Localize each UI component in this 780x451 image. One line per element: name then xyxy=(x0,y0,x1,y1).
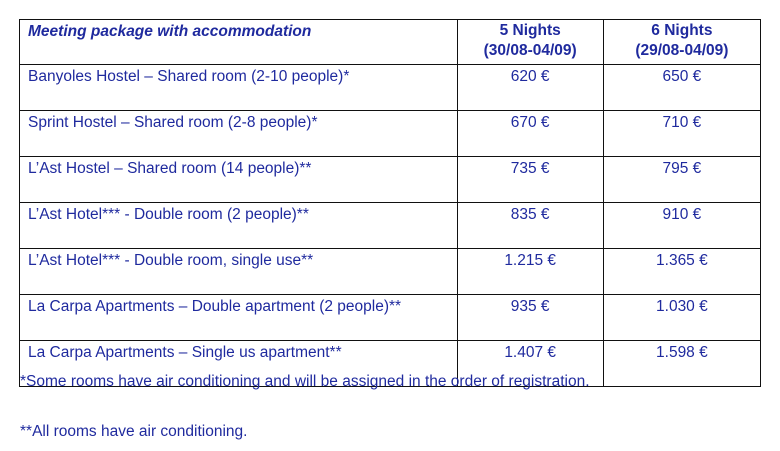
accommodation-name: L’Ast Hotel*** - Double room (2 people)** xyxy=(20,203,458,249)
price-5-nights: 670 € xyxy=(457,111,603,157)
accommodation-name: Banyoles Hostel – Shared room (2-10 people)* xyxy=(20,65,458,111)
accommodation-price-table xyxy=(19,19,761,387)
price-5-nights: 620 € xyxy=(457,65,603,111)
price-5-nights: 835 € xyxy=(457,203,603,249)
price-6-nights: 1.030 € xyxy=(603,295,760,341)
table-row xyxy=(20,295,761,341)
header-6-nights-dates: (29/08-04/09) xyxy=(635,42,729,59)
table-row xyxy=(20,65,761,111)
header-5-nights xyxy=(457,20,603,65)
price-6-nights: 795 € xyxy=(603,157,760,203)
price-5-nights: 935 € xyxy=(457,295,603,341)
price-6-nights: 710 € xyxy=(603,111,760,157)
price-5-nights: 1.215 € xyxy=(457,249,603,295)
price-5-nights: 1.407 € xyxy=(457,341,603,387)
accommodation-name: La Carpa Apartments – Single us apartment** xyxy=(20,341,458,387)
table-row xyxy=(20,157,761,203)
table-header-row xyxy=(20,20,761,65)
price-6-nights: 1.598 € xyxy=(603,341,760,387)
header-6-nights xyxy=(603,20,760,65)
price-6-nights: 650 € xyxy=(603,65,760,111)
header-6-nights-label: 6 Nights xyxy=(651,22,713,39)
table-row xyxy=(20,111,761,157)
table-row xyxy=(20,249,761,295)
accommodation-name: L’Ast Hotel*** - Double room, single use** xyxy=(20,249,458,295)
accommodation-name: La Carpa Apartments – Double apartment (2 people)** xyxy=(20,295,458,341)
price-6-nights: 910 € xyxy=(603,203,760,249)
header-5-nights-label: 5 Nights xyxy=(499,22,561,39)
price-6-nights: 1.365 € xyxy=(603,249,760,295)
footnote-air-conditioning-all: **All rooms have air conditioning. xyxy=(20,423,248,440)
table-row xyxy=(20,203,761,249)
accommodation-name: Sprint Hostel – Shared room (2-8 people)* xyxy=(20,111,458,157)
accommodation-name: L’Ast Hostel – Shared room (14 people)** xyxy=(20,157,458,203)
price-5-nights: 735 € xyxy=(457,157,603,203)
header-package-title: Meeting package with accommodation xyxy=(20,20,458,65)
footnote-air-conditioning-some: *Some rooms have air conditioning and will be assigned in the order of registration. xyxy=(20,373,590,390)
header-5-nights-dates: (30/08-04/09) xyxy=(483,42,577,59)
